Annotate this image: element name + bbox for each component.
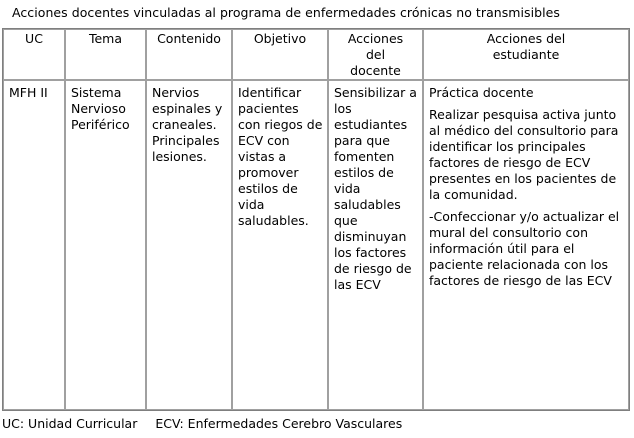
footnote-uc: UC: Unidad Curricular	[2, 416, 138, 431]
cell-acciones-docente	[328, 80, 423, 410]
actions-table	[2, 28, 630, 411]
header-acciones-docente: Acciones del docente	[328, 29, 423, 80]
objetivo-value: Identificar pacientes con riegos de ECV con vistas a promover estilos de vida saludables.	[238, 85, 323, 228]
uc-value: MFH II	[9, 85, 48, 100]
header-acciones-estudiante: Acciones del estudiante	[423, 29, 629, 80]
footnotes	[2, 416, 402, 432]
table-header-row	[3, 29, 629, 80]
cell-acciones-estudiante	[423, 80, 629, 410]
cell-tema	[65, 80, 146, 410]
header-uc: UC	[3, 29, 65, 80]
cell-uc	[3, 80, 65, 410]
footnote-ecv: ECV: Enfermedades Cerebro Vasculares	[155, 416, 403, 431]
header-contenido: Contenido	[146, 29, 232, 80]
acciones-docente-value: Sensibilizar a los estudiantes para que fomenten estilos de vida saludables que disminuyan los factores de riesgo de las ECV	[334, 85, 417, 292]
page-title: Acciones docentes vinculadas al programa de enfermedades crónicas no transmisibles	[12, 5, 560, 20]
contenido-value: Nervios espinales y craneales. Principales lesiones.	[152, 85, 223, 164]
acciones-estudiante-paragraph-1: Realizar pesquisa activa junto al médico del consultorio para identificar los principales factores de riesgo de ECV presentes en los pacientes de la comunidad.	[429, 107, 619, 202]
header-tema: Tema	[65, 29, 146, 80]
acciones-estudiante-paragraph-2: -Confeccionar y/o actualizar el mural del consultorio con información útil para el paciente relacionada con los factores de riesgo de las ECV	[429, 209, 620, 288]
cell-objetivo	[232, 80, 328, 410]
header-objetivo: Objetivo	[232, 29, 328, 80]
acciones-estudiante-heading: Práctica docente	[429, 85, 534, 100]
table-row	[3, 80, 629, 410]
cell-contenido	[146, 80, 232, 410]
tema-value: Sistema Nervioso Periférico	[71, 85, 130, 132]
